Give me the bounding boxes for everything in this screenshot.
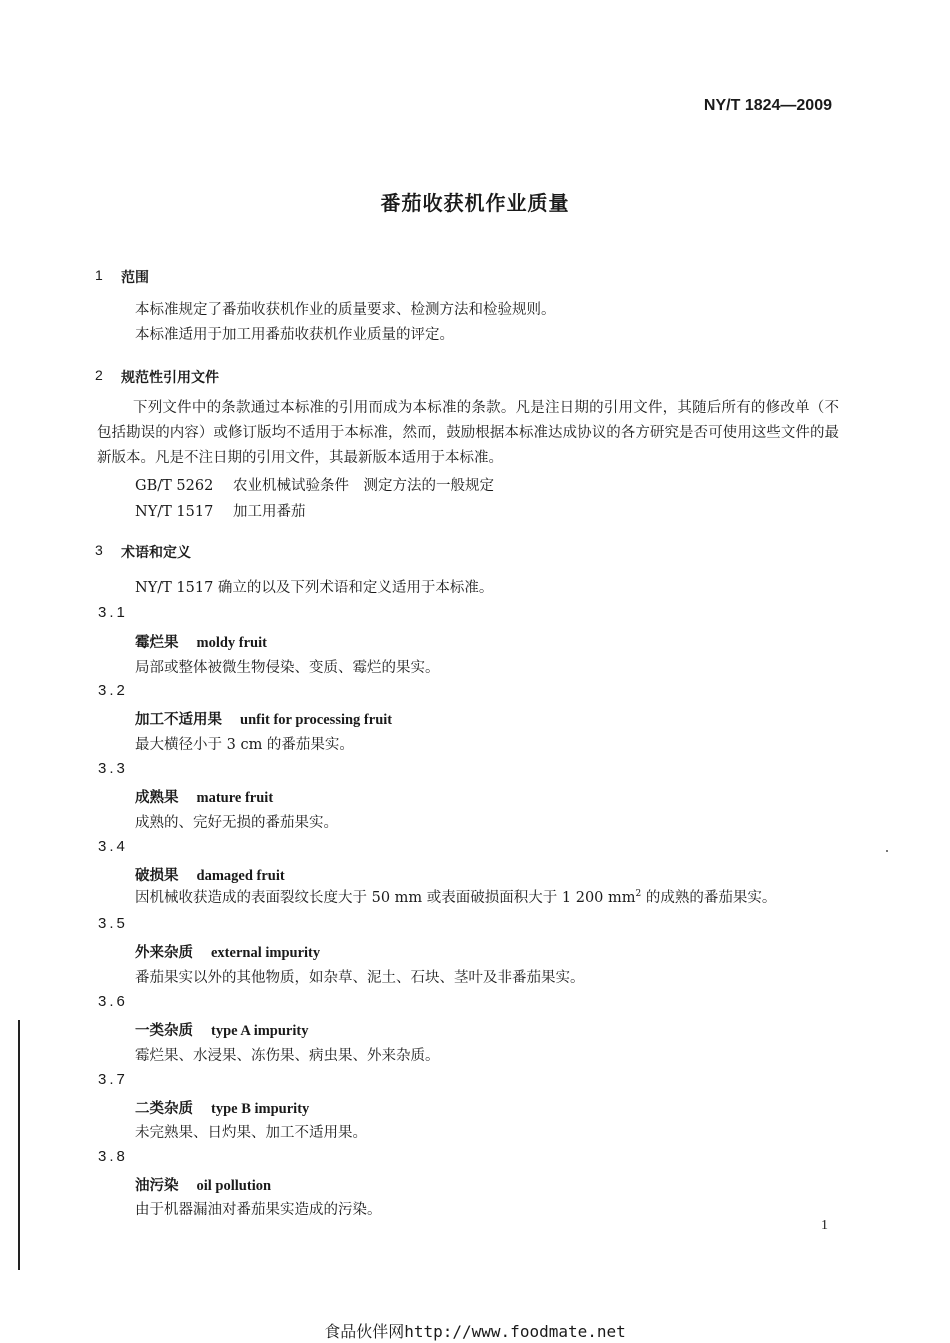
term-definition [135, 886, 776, 907]
term-number: 3.1 [98, 604, 128, 621]
term-definition: 番茄果实以外的其他物质，如杂草、泥土、石块、茎叶及非番茄果实。 [135, 970, 585, 986]
term-zh: 二类杂质 [135, 1100, 193, 1117]
definition-text: 的成熟的番茄果实。 [641, 890, 777, 906]
term-zh: 油污染 [135, 1177, 179, 1194]
term-number: 3.3 [98, 760, 128, 777]
reference-title: 加工用番茄 [233, 504, 306, 520]
term-heading [135, 1019, 308, 1040]
section-3-number: 3 [95, 542, 103, 558]
scan-speck [886, 850, 888, 852]
standard-code: NY/T 1824—2009 [703, 97, 832, 114]
term-en: external impurity [211, 945, 321, 961]
term-number: 3.5 [98, 915, 128, 932]
term-zh: 成熟果 [135, 789, 179, 806]
term-heading [135, 631, 267, 652]
term-heading [135, 708, 392, 729]
term-heading [135, 864, 285, 885]
term-heading [135, 786, 273, 807]
section-1-paragraph-2: 本标准适用于加工用番茄收获机作业质量的评定。 [135, 327, 454, 343]
term-en: type B impurity [211, 1101, 310, 1117]
section-1-number: 1 [95, 267, 103, 283]
term-definition: 最大横径小于 3 cm 的番茄果实。 [135, 737, 354, 753]
section-2-paragraph: 下列文件中的条款通过本标准的引用而成为本标准的条款。凡是注日期的引用文件，其随后所有的修改单（不包括勘误的内容）或修订版均不适用于本标准，然而，鼓励根据本标准达成协议的各方研究是否可使用这些文件的最新版本。凡是不注日期的引用文件，其最新版本适用于本标准。 [97, 400, 839, 466]
term-number: 3.4 [98, 838, 128, 855]
term-zh: 一类杂质 [135, 1022, 193, 1039]
term-en: unfit for processing fruit [240, 712, 393, 728]
term-zh: 霉烂果 [135, 634, 179, 651]
term-en: damaged fruit [196, 868, 285, 884]
term-number: 3.8 [98, 1148, 128, 1165]
term-definition: 霉烂果、水浸果、冻伤果、病虫果、外来杂质。 [135, 1048, 440, 1064]
term-heading [135, 1174, 271, 1195]
term-number: 3.2 [98, 682, 128, 699]
section-3-title: 术语和定义 [121, 545, 191, 561]
section-2-number: 2 [95, 367, 103, 383]
reference-title: 农业机械试验条件 测定方法的一般规定 [233, 478, 494, 494]
section-3-intro: NY/T 1517 确立的以及下列术语和定义适用于本标准。 [135, 580, 494, 596]
term-zh: 破损果 [135, 867, 179, 884]
section-2-title: 规范性引用文件 [121, 370, 219, 386]
term-heading [135, 941, 320, 962]
term-definition: 由于机器漏油对番茄果实造成的污染。 [135, 1202, 382, 1218]
term-zh: 加工不适用果 [135, 711, 222, 728]
reference-code: GB/T 5262 [135, 478, 214, 494]
page-number: 1 [821, 1218, 828, 1233]
definition-text: 因机械收获造成的表面裂纹长度大于 50 mm 或表面破损面积大于 1 200 mm [135, 890, 636, 906]
term-zh: 外来杂质 [135, 944, 193, 961]
term-definition: 成熟的、完好无损的番茄果实。 [135, 815, 338, 831]
term-en: oil pollution [196, 1178, 272, 1194]
term-en: type A impurity [211, 1023, 309, 1039]
term-en: moldy fruit [196, 635, 267, 651]
term-en: mature fruit [196, 790, 274, 806]
term-number: 3.7 [98, 1071, 128, 1088]
term-definition: 局部或整体被微生物侵染、变质、霉烂的果实。 [135, 660, 440, 676]
reference-item [135, 500, 306, 521]
footer-watermark: 食品伙伴网http://www.foodmate.net [324, 1322, 626, 1341]
section-1-paragraph-1: 本标准规定了番茄收获机作业的质量要求、检测方法和检验规则。 [135, 302, 556, 318]
term-number: 3.6 [98, 993, 128, 1010]
reference-code: NY/T 1517 [135, 504, 214, 520]
section-1-title: 范围 [121, 270, 149, 286]
term-definition: 未完熟果、日灼果、加工不适用果。 [135, 1125, 367, 1141]
reference-item [135, 474, 494, 495]
scan-binding-line [18, 1020, 20, 1270]
document-title: 番茄收获机作业质量 [380, 191, 570, 215]
superscript: 2 [635, 889, 642, 900]
term-heading [135, 1097, 309, 1118]
